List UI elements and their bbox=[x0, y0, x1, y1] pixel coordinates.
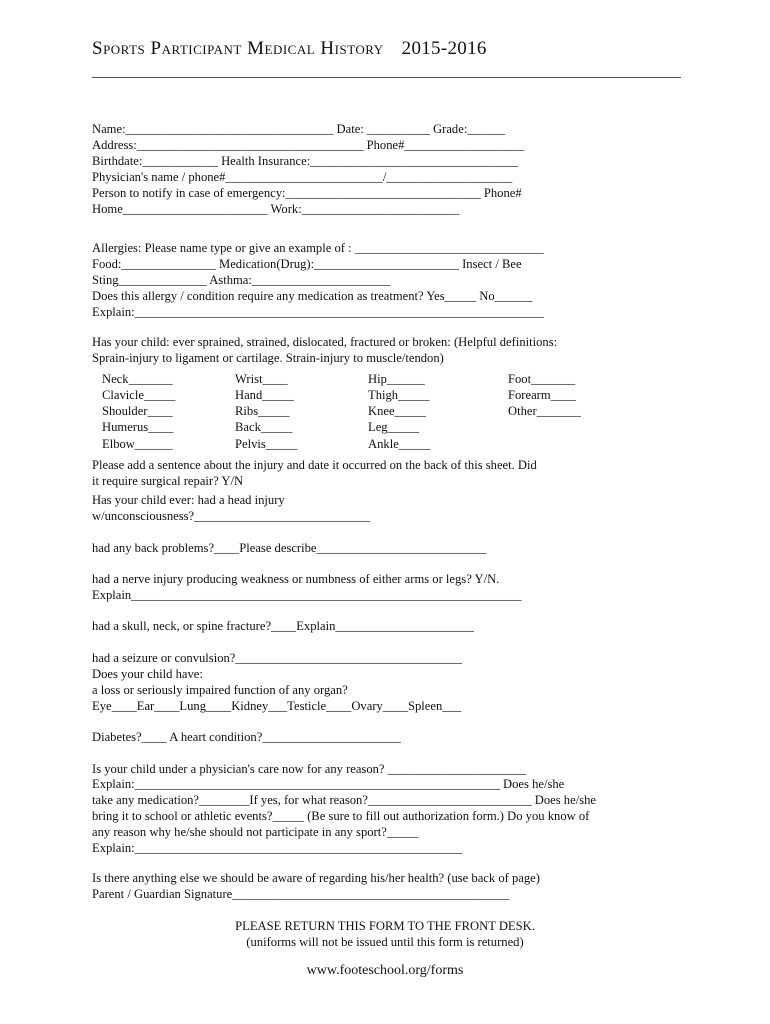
school-events-line[interactable]: bring it to school or athletic events?_____ (Be sure to fill out authorization form.) Do you know of bbox=[92, 809, 590, 823]
injury-intro-text: Has your child: ever sprained, strained, dislocated, fractured or broken: (Helpful definitions: bbox=[92, 335, 558, 349]
organ-list-line[interactable]: Eye____Ear____Lung____Kidney___Testicle____Ovary____Spleen___ bbox=[92, 699, 462, 713]
emergency-contact-line[interactable]: Person to notify in case of emergency:_______________________________ Phone# bbox=[92, 186, 522, 200]
injury-back[interactable]: Back_____ bbox=[235, 420, 293, 434]
child-have-text: Does your child have: bbox=[92, 667, 203, 681]
injury-shoulder[interactable]: Shoulder____ bbox=[102, 404, 173, 418]
injury-note-text: Please add a sentence about the injury and date it occurred on the back of this sheet. Did bbox=[92, 458, 537, 472]
medication-line[interactable]: take any medication?________If yes, for what reason?__________________________ Does he/she bbox=[92, 793, 596, 807]
injury-pelvis[interactable]: Pelvis_____ bbox=[235, 437, 298, 451]
injury-leg[interactable]: Leg_____ bbox=[368, 420, 420, 434]
guardian-signature-line[interactable]: Parent / Guardian Signature____________________________________________ bbox=[92, 887, 510, 901]
injury-other[interactable]: Other_______ bbox=[508, 404, 581, 418]
physician-phone-line[interactable]: Physician's name / phone#_________________________/____________________ bbox=[92, 170, 513, 184]
form-title bbox=[92, 38, 487, 60]
participation-explain-line[interactable]: Explain:____________________________________________________ bbox=[92, 841, 463, 855]
injury-ribs[interactable]: Ribs_____ bbox=[235, 404, 290, 418]
injury-hip[interactable]: Hip______ bbox=[368, 372, 425, 386]
physician-explain-line[interactable]: Explain:__________________________________________________________ Does he/she bbox=[92, 777, 565, 791]
address-phone-line[interactable]: Address:____________________________________ Phone#___________________ bbox=[92, 138, 525, 152]
participation-reason-line[interactable]: any reason why he/she should not participate in any sport?_____ bbox=[92, 825, 419, 839]
return-instruction: PLEASE RETURN THIS FORM TO THE FRONT DESK. bbox=[235, 919, 535, 933]
head-injury-question: Has your child ever: had a head injury bbox=[92, 493, 285, 507]
nerve-explain-line[interactable]: Explain______________________________________________________________ bbox=[92, 588, 522, 602]
injury-ankle[interactable]: Ankle_____ bbox=[368, 437, 431, 451]
birthdate-insurance-line[interactable]: Birthdate:____________ Health Insurance:_________________________________ bbox=[92, 154, 519, 168]
injury-neck[interactable]: Neck_______ bbox=[102, 372, 173, 386]
form-title-text: Sports Participant Medical History bbox=[92, 38, 384, 59]
injury-thigh[interactable]: Thigh_____ bbox=[368, 388, 430, 402]
fracture-line[interactable]: had a skull, neck, or spine fracture?____Explain______________________ bbox=[92, 619, 474, 633]
form-year: 2015-2016 bbox=[401, 38, 487, 59]
name-date-grade-line[interactable]: Name:_________________________________ Date: __________ Grade:______ bbox=[92, 122, 506, 136]
allergy-treatment-line[interactable]: Does this allergy / condition require any medication as treatment? Yes_____ No______ bbox=[92, 289, 533, 303]
injury-clavicle[interactable]: Clavicle_____ bbox=[102, 388, 176, 402]
physician-care-line[interactable]: Is your child under a physician's care now for any reason? ______________________ bbox=[92, 762, 527, 776]
anything-else-text: Is there anything else we should be aware of regarding his/her health? (use back of page) bbox=[92, 871, 540, 885]
injury-wrist[interactable]: Wrist____ bbox=[235, 372, 288, 386]
injury-knee[interactable]: Knee_____ bbox=[368, 404, 427, 418]
injury-humerus[interactable]: Humerus____ bbox=[102, 420, 174, 434]
allergies-line[interactable]: Allergies: Please name type or give an example of : ______________________________ bbox=[92, 241, 544, 255]
surgical-repair-question[interactable]: it require surgical repair? Y/N bbox=[92, 474, 244, 488]
food-medication-line[interactable]: Food:_______________ Medication(Drug):_______________________ Insect / Bee bbox=[92, 257, 522, 271]
injury-foot[interactable]: Foot_______ bbox=[508, 372, 576, 386]
injury-elbow[interactable]: Elbow______ bbox=[102, 437, 173, 451]
injury-definitions-text: Sprain-injury to ligament or cartilage. Strain-injury to muscle/tendon) bbox=[92, 351, 444, 365]
injury-hand[interactable]: Hand_____ bbox=[235, 388, 294, 402]
forms-url: www.footeschool.org/forms bbox=[306, 963, 464, 978]
nerve-injury-question[interactable]: had a nerve injury producing weakness or numbness of either arms or legs? Y/N. bbox=[92, 572, 500, 586]
diabetes-heart-line[interactable]: Diabetes?____ A heart condition?______________________ bbox=[92, 730, 401, 744]
back-problems-line[interactable]: had any back problems?____Please describe___________________________ bbox=[92, 541, 487, 555]
title-rule bbox=[92, 77, 681, 78]
sting-asthma-line[interactable]: Sting______________ Asthma:______________________ bbox=[92, 273, 391, 287]
organ-loss-text: a loss or seriously impaired function of any organ? bbox=[92, 683, 348, 697]
unconsciousness-line[interactable]: w/unconsciousness?____________________________ bbox=[92, 509, 371, 523]
home-work-line[interactable]: Home_______________________ Work:_________________________ bbox=[92, 202, 460, 216]
seizure-line[interactable]: had a seizure or convulsion?____________________________________ bbox=[92, 651, 463, 665]
allergy-explain-line[interactable]: Explain:_________________________________________________________________ bbox=[92, 305, 544, 319]
uniform-notice: (uniforms will not be issued until this form is returned) bbox=[246, 935, 524, 949]
injury-forearm[interactable]: Forearm____ bbox=[508, 388, 576, 402]
